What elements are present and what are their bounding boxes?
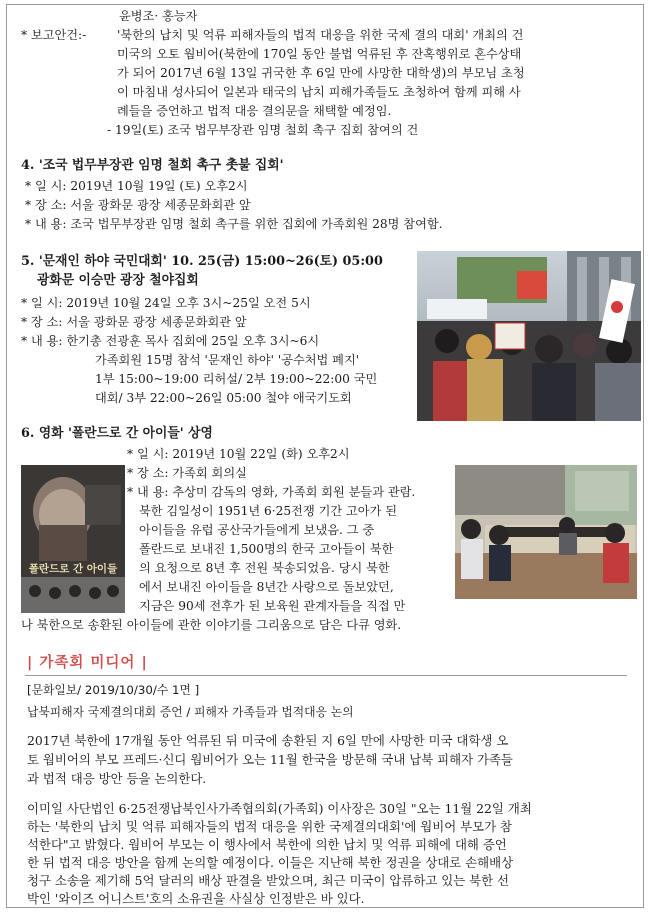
section-6-content-3: 아이들을 유럽 공산국가들에게 보냈음. 그 중 bbox=[139, 523, 375, 537]
article-para-2-line-5: 청구 소송을 제기해 5억 달러의 배상 판결을 받았으며, 최근 미국이 압류하고 있는 북한 선 bbox=[27, 873, 509, 888]
article-para-2-line-3: 석한다"고 밝혔다. 웜비어 부모는 이 행사에서 북한에 의한 납치 및 억류 피해에 대해 증언 bbox=[27, 837, 507, 852]
article-para-2-line-1: 이미일 사단법인 6·25전쟁납북인사가족협의회(가족회) 이사장은 30일 "오는 11월 22일 개최 bbox=[27, 801, 532, 816]
report-line-1: '북한의 납치 및 억류 피해자들의 법적 대응을 위한 국제 결의 대회' 개최의 건 bbox=[117, 28, 524, 42]
section-6-content-8: 나 북한으로 송환된 아이들에 관한 이야기를 그리움으로 담은 다큐 영화. bbox=[21, 618, 402, 632]
section-6-date: * 일 시: 2019년 10월 22일 (화) 오후2시 bbox=[127, 447, 350, 461]
article-para-2-line-4: 한 뒤 법적 대응 방안을 함께 논의할 예정이다. 이들은 지난해 북한 정권을 상대로 손해배상 bbox=[27, 855, 514, 870]
document-page bbox=[6, 4, 644, 908]
section-4-place: * 장 소: 서울 광화문 광장 세종문화회관 앞 bbox=[25, 198, 251, 212]
media-section-title: | 가족회 미디어 | bbox=[27, 655, 148, 671]
section-5-content-4: 대회/ 3부 22:00~26일 05:00 철야 애국기도회 bbox=[95, 391, 352, 405]
section-5-content-1: * 내 용: 한기총 전광훈 목사 집회에 25일 오후 3시~6시 bbox=[21, 334, 320, 348]
section-5-content-2: 가족회원 15명 참석 '문재인 하야' '공수처법 폐지' bbox=[95, 353, 360, 367]
meeting-photo-image bbox=[455, 465, 637, 599]
media-headline: 납북피해자 국제결의대회 증언 / 피해자 가족들과 법적대응 논의 bbox=[27, 705, 354, 719]
report-sub-item: - 19일(토) 조국 법무부장관 임명 철회 촉구 집회 참여의 건 bbox=[107, 123, 419, 137]
section-5-date: * 일 시: 2019년 10월 24일 오후 3시~25일 오전 5시 bbox=[21, 296, 311, 310]
section-4-title: 4. '조국 법무부장관 임명 철회 촉구 촛불 집회' bbox=[21, 158, 284, 173]
section-6-place: * 장 소: 가족회 회의실 bbox=[127, 466, 247, 480]
report-line-3: 가 되어 2017년 6월 13일 귀국한 후 6일 만에 사망한 대학생)의 부모님 초청 bbox=[117, 66, 525, 80]
section-6-content-2: 북한 김일성이 1951년 6·25전쟁 기간 고아가 된 bbox=[139, 504, 397, 518]
section-6-content-5: 의 요청으로 8년 후 전원 북송되었음. 당시 북한 bbox=[139, 561, 390, 575]
section-6-content-4: 폴란드로 보내진 1,500명의 한국 고아들이 북한 bbox=[139, 542, 394, 556]
article-para-1-line-3: 과 법적 대응 방안 등을 논의한다. bbox=[27, 771, 207, 786]
article-para-1-line-1: 2017년 북한에 17개월 동안 억류된 뒤 미국에 송환된 지 6일 만에 사망한 미국 대학생 오 bbox=[27, 733, 509, 748]
article-para-1-line-2: 토 웜비어의 부모 프레드·신디 웜비어가 오는 11월 한국을 방문해 국내 납북 피해자 가족들 bbox=[27, 752, 513, 767]
report-line-4: 이 마침내 성사되어 일본과 태국의 납치 피해가족들도 초청하여 함께 피해 사 bbox=[117, 85, 521, 99]
movie-poster bbox=[21, 465, 125, 613]
section-4-date: * 일 시: 2019년 10월 19일 (토) 오후2시 bbox=[25, 179, 248, 193]
section-5-title: 5. '문재인 하야 국민대회' 10. 25(금) 15:00~26(토) 05:00 bbox=[21, 254, 383, 269]
movie-poster-title: 폴란드로 간 아이들 bbox=[28, 563, 118, 575]
media-divider bbox=[25, 675, 627, 676]
meeting-photo bbox=[455, 465, 637, 599]
report-line-5: 례들을 증언하고 법적 대응 결의문을 채택할 예정임. bbox=[117, 104, 392, 118]
media-source: [문화일보/ 2019/10/30/수 1면 ] bbox=[27, 683, 200, 697]
movie-poster-image bbox=[21, 465, 125, 613]
section-6-title: 6. 영화 '폴란드로 간 아이들' 상영 bbox=[21, 426, 213, 441]
section-4-content: * 내 용: 조국 법무부장관 임명 철회 촉구를 위한 집회에 가족회원 28명 참여함. bbox=[25, 217, 443, 231]
report-item-label: * 보고안건:- bbox=[21, 28, 87, 42]
report-names: 윤병조· 홍능자 bbox=[119, 9, 198, 23]
section-5-place: * 장 소: 서울 광화문 광장 세종문화회관 앞 bbox=[21, 315, 247, 329]
article-para-2-line-6: 박인 '와이즈 어니스트'호의 소유권을 사실상 인정받은 바 있다. bbox=[27, 891, 365, 906]
section-5-subtitle: 광화문 이승만 광장 철야집회 bbox=[37, 273, 199, 288]
section-6-content-6: 에서 보내진 아이들을 8년간 사랑으로 돌보았던, bbox=[139, 580, 394, 594]
section-6-content-1: * 내 용: 추상미 감독의 영화, 가족회 회원 분들과 관람. bbox=[127, 485, 416, 499]
article-para-2-line-2: 하는 '북한의 납치 및 억류 피해자들의 법적 대응을 위한 국제결의대회'에 웜비어 부모가 참 bbox=[27, 819, 512, 834]
rally-photo-image bbox=[417, 251, 641, 421]
section-5-content-3: 1부 15:00~19:00 리허설/ 2부 19:00~22:00 국민 bbox=[95, 372, 378, 386]
report-line-2: 미국의 오토 웜비어(북한에 170일 동안 불법 억류된 후 잔혹행위로 혼수상태 bbox=[117, 47, 522, 61]
section-6-content-7: 지금은 90세 전후가 된 보육원 관계자들을 직접 만 bbox=[139, 599, 406, 613]
rally-photo bbox=[417, 251, 641, 421]
